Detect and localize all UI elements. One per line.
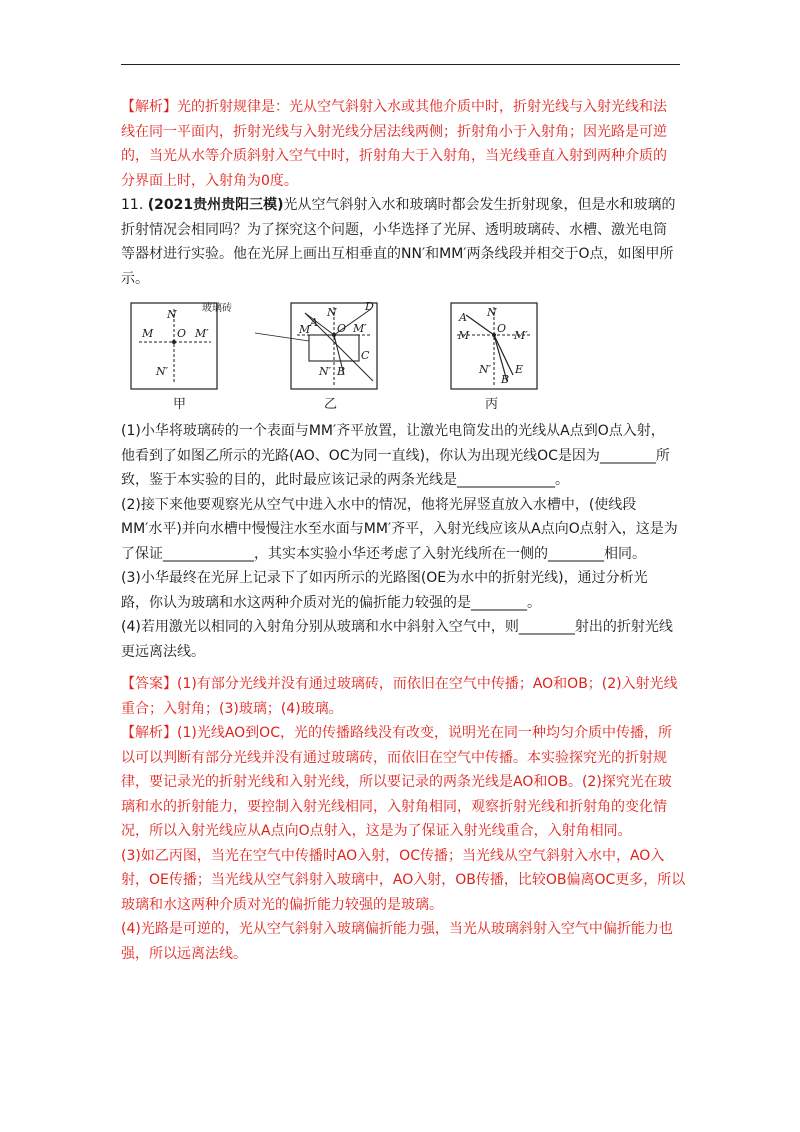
label-n: N — [327, 306, 337, 319]
analysis-line: 以可以判断有部分光线并没有通过玻璃砖，而依旧在空气中传播。本实验探究光的折射规 — [121, 749, 667, 766]
analysis-line: 射，OE传播；当光线从空气斜射入玻璃中，AO入射，OB传播，比较OB偏离OC更多，所以 — [121, 872, 686, 888]
label-m: M — [458, 329, 470, 342]
part-4-line: (4)若用激光以相同的入射角分别从玻璃和水中斜射入空气中，则________射出的折射光线 — [121, 619, 673, 635]
question-text: 光从空气斜射入水和玻璃时都会发生折射现象，但是水和玻璃的 — [283, 197, 676, 213]
part-1-line: (1)小华将玻璃砖的一个表面与MM′齐平放置，让激光电筒发出的光线从A点到O点入射， — [121, 423, 665, 439]
label-n-prime: N′ — [156, 365, 169, 378]
header-rule — [121, 64, 680, 65]
question-source: (2021贵州贵阳三模) — [147, 197, 284, 213]
label-o: O — [337, 322, 347, 335]
question-number: 11. — [121, 197, 144, 213]
analysis-line: 分界面上时，入射角为0度。 — [121, 172, 298, 189]
label-o: O — [177, 327, 187, 340]
figure-yi — [255, 300, 377, 389]
question-line: 等器材进行实验。他在光屏上画出互相垂直的NN′和MM′两条线段并相交于O点，如图甲所 — [121, 246, 674, 262]
question-line: 折射情况会相同吗？为了探究这个问题，小华选择了光屏、透明玻璃砖、水槽、激光电筒 — [121, 221, 667, 238]
analysis-line: 【解析】(1)光线AO到OC，光的传播路线没有改变，说明光在同一种均匀介质中传播，所 — [121, 725, 672, 741]
label-m-prime: M′ — [195, 327, 209, 340]
label-c: C — [361, 349, 370, 362]
answer-line: 重合；入射角；(3)玻璃；(4)玻璃。 — [121, 700, 343, 717]
analysis-line: 【解析】光的折射规律是：光从空气斜射入水或其他介质中时，折射光线与入射光线和法 — [121, 99, 667, 115]
part-4-line: 更远离法线。 — [121, 643, 205, 660]
part-3-line: (3)小华最终在光屏上记录下了如丙所示的光路图(OE为水中的折射光线)，通过分析光 — [121, 570, 648, 586]
glass-brick-label: 玻璃砖 — [202, 303, 232, 314]
label-a: A — [459, 311, 467, 324]
answer — [121, 672, 683, 721]
label-m-prime: M′ — [353, 322, 367, 335]
analysis-line: 律，要记录光的折射光线和入射光线，所以要记录的两条光线是AO和OB。(2)探究光在玻 — [121, 774, 672, 790]
label-a: A — [310, 316, 318, 329]
analysis-line: (4)光路是可逆的，光从空气斜射入玻璃偏折能力强，当光从玻璃斜射入空气中偏折能力也 — [121, 921, 673, 937]
figure-label-jia: 甲 — [173, 397, 187, 412]
question-11 — [121, 193, 683, 291]
part-2-line: (2)接下来他要观察光从空气中进入水中的情况，他将光屏竖直放入水槽中，(使线段 — [121, 496, 637, 513]
figure-label-yi: 乙 — [324, 397, 338, 412]
question-parts — [121, 419, 683, 664]
part-3-line: 路，你认为玻璃和水这两种介质对光的偏折能力较强的是________。 — [121, 594, 541, 611]
part-2-line: 了保证_____________，其实本实验小华还考虑了入射光线所在一侧的________相同。 — [121, 545, 646, 562]
analysis-line: 的，当光从水等介质斜射入空气中时，折射角大于入射角，当光线垂直入射到两种介质的 — [121, 148, 667, 164]
label-n-prime: N′ — [319, 365, 332, 378]
figure-label-bing: 丙 — [485, 397, 499, 412]
label-n: N — [167, 308, 177, 321]
label-m: M — [299, 323, 311, 336]
figure-group — [121, 295, 528, 415]
part-2-line: MM′水平)并向水槽中慢慢注水至水面与MM′齐平，入射光线应该从A点向O点射入，这是为 — [121, 521, 678, 537]
label-n: N — [487, 306, 497, 319]
label-e: E — [515, 363, 524, 376]
label-b: B — [501, 373, 510, 386]
part-1-line: 致，鉴于本实验的目的，此时最应该记录的两条光线是______________。 — [121, 472, 569, 488]
analysis-line: (3)如乙丙图，当光在空气中传播时AO入射，OC传播；当光线从空气斜射入水中，AO入 — [121, 847, 665, 864]
analysis-line: 玻璃和水这两种介质对光的偏折能力较强的是玻璃。 — [121, 896, 443, 913]
analysis-line: 强，所以远离法线。 — [121, 945, 247, 962]
analysis — [121, 721, 686, 966]
part-1-line: 他看到了如图乙所示的光路(AO、OC为同一直线)，你认为出现光线OC是因为________所 — [121, 447, 670, 464]
label-o: O — [497, 322, 507, 335]
label-m: M — [142, 327, 154, 340]
label-d: D — [365, 300, 374, 313]
analysis-previous — [121, 95, 683, 193]
analysis-line: 况，所以入射光线应从A点向O点射入，这是为了保证入射光线重合，入射角相同。 — [121, 823, 632, 839]
label-m-prime: M′ — [514, 329, 528, 342]
label-n-prime: N′ — [479, 363, 492, 376]
figure-jia — [131, 303, 217, 389]
analysis-line: 璃和水的折射能力，要控制入射光线相同，入射角相同，观察折射光线和折射角的变化情 — [121, 798, 667, 815]
answer-line: 【答案】(1)有部分光线并没有通过玻璃砖，而依旧在空气中传播；AO和OB；(2)入射光线 — [121, 676, 678, 692]
question-line: 示。 — [121, 270, 149, 287]
figure-bing — [451, 303, 537, 389]
label-b: B — [337, 365, 346, 378]
analysis-line: 线在同一平面内，折射光线与入射光线分居法线两侧；折射角小于入射角；因光路是可逆 — [121, 123, 667, 140]
